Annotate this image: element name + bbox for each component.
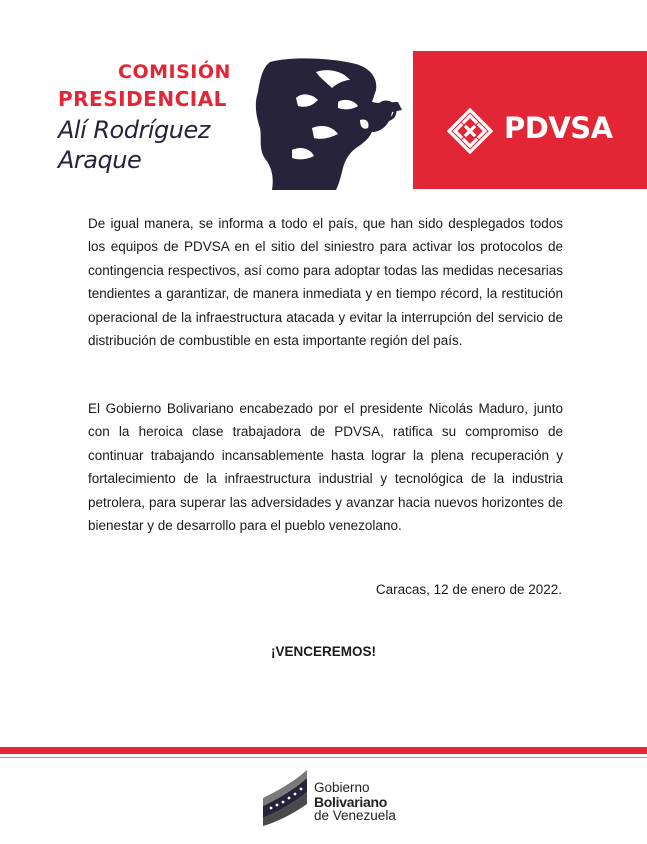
pdvsa-sun-logo-icon [447, 108, 493, 154]
closing-slogan: ¡VENCEREMOS! [270, 644, 376, 659]
body-paragraph-2: El Gobierno Bolivariano encabezado por el presidente Nicolás Maduro, junto con la heroica clase trabajadora de PDVSA, ratifica su compromiso de continuar trabajando incansablemente hasta lograr la plena recuperación y fortalecimiento de la infraestructura industrial y tecnológica de la industria petrolera, para superar las adversidades y avanzar hacia nuevos horizontes de bienestar y de desarrollo para el pueblo venezolano. [88, 401, 563, 534]
government-word-line1: Gobierno [314, 780, 370, 795]
date-line: Caracas, 12 de enero de 2022. [375, 582, 562, 597]
commission-name-line1: Alí Rodríguez [58, 116, 210, 144]
commission-name-line2: Araque [58, 146, 142, 174]
commission-title-line2: PRESIDENCIAL [58, 87, 227, 111]
pdvsa-brand-text: PDVSA [504, 111, 613, 145]
portrait-silhouette-icon [252, 58, 404, 190]
government-word-line3: de Venezuela [314, 808, 396, 823]
government-flag-logo-icon [261, 770, 309, 826]
footer-divider [0, 757, 647, 758]
government-word-line2: Bolivariano [314, 794, 387, 810]
body-paragraph-1: De igual manera, se informa a todo el país, que han sido desplegados todos los equipos de PDVSA en el sitio del siniestro para activar los protocolos de contingencia respectivos, así como para adoptar todas las medidas necesarias tendientes a garantizar, de manera inmediata y en tiempo récord, la restitución operacional de la infraestructura atacada y evitar la interrupción del servicio de distribución de combustible en esta importante región del país. [88, 216, 563, 349]
footer-red-bar [0, 747, 647, 754]
government-wordmark [314, 781, 396, 823]
commission-logo [56, 58, 406, 190]
commission-title-line1: COMISIÓN [118, 61, 231, 83]
